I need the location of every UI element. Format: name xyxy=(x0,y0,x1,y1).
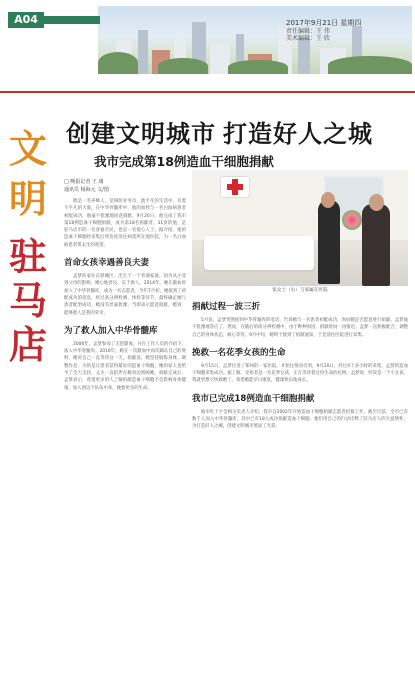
section-body: 孟梦的家住在驿城区，出生于一个普通家庭。因为从小受到父母的影响，她心地善良，乐于助人。2014年，她在献血时加入了中华骨髓库，成为一名志愿者。今年7月初，她接到了初配成功的消息，经过高分辨检测、体检等环节，最终确定她与患者配型成功。她没有丝毫犹豫，当即表示愿意捐献。她说：能够救人是我的荣幸。 xyxy=(64,274,186,316)
vertical-title-char: 店 xyxy=(8,322,47,367)
section-body: 据市红十字会相关负责人介绍，我市自2002年开始造血干细胞捐献志愿者招募工作，截至目前，全市已有数千人加入中华骨髓库，其中已有18人成功捐献造血干细胞。他们用自己的行动诠释了驻马店人的大爱情怀，为打造好人之城、创建文明城市增添了光彩。 xyxy=(192,409,408,430)
right-article-column xyxy=(192,298,408,668)
section-body: 5月份，孟梦突然接到中华骨髓库的电话，告诉她与一名患者初配成功，询问她是否愿意进行捐献。孟梦毫不犹豫地答应了。然而，在随后的高分辨检测中，由于种种原因，捐献时间一再推迟。孟梦一直积极配合，调整自己的身体状态，耐心等待。9月中旬，她终于接到了捐献通知，于是前往医院进行采集。 xyxy=(192,318,408,338)
vertical-title-char: 文 xyxy=(8,126,47,171)
vertical-title-char: 马 xyxy=(8,278,47,323)
byline: □ 晚报记者 王 康 通讯员 杨海元 文/图 xyxy=(64,179,109,193)
editor-credit: 责任编辑：王 伟 xyxy=(286,28,330,35)
section-heading: 挽救一名花季女孩的生命 xyxy=(192,347,286,358)
left-article-column xyxy=(64,178,186,668)
flower-bouquet xyxy=(342,210,362,230)
article-intro: 他是一名养蜂人，是保险业务员，他平凡的生活中，有着不平凡的大爱。在中华骨髓库中，他的血样与一名白血病患者初配成功，他毫不犹豫地同意捐献，9月20日，他完成了我市第18例造血干细胞捐献，成为第18名捐献者。31岁的他，是驻马店市的一名普通市民，也是一名爱心人士。据介绍，他的造血干细胞经采集后将连夜送往病患所在地医院，为一名白血病患者带去生的希望。 xyxy=(64,199,186,248)
photo-caption: 张女士（右）与家属在医院 xyxy=(272,288,328,293)
vertical-title-char: 明 xyxy=(8,176,47,221)
city-skyline-banner xyxy=(98,6,412,74)
section-heading: 捐献过程一波三折 xyxy=(192,302,261,312)
design-credit: 美术编辑：王 欣 xyxy=(286,35,330,42)
issue-date: 2017年9月21日 星期四 xyxy=(286,19,362,27)
section-body: 2006年，孟梦参加了无偿献血，并在工作人员的介绍下，加入中华骨髓库。2016年，她在一次献血中再次确认自己的资料，她说自己一直等待这一天。捐献前，她坚持锻炼身体，调整作息，为的是让患者获得最好的造血干细胞。她的家人也给予了全力支持，丈夫一直陪伴在她身边照顾她。捐献完成后，孟梦表示，希望更多的人了解捐献造血干细胞不会影响身体健康，加入到这个队伍中来，挽救更多的生命。 xyxy=(64,341,186,391)
page-header xyxy=(0,0,415,93)
header-divider xyxy=(0,91,415,93)
news-photo xyxy=(192,170,408,286)
page-badge-bar xyxy=(44,16,100,24)
sub-headline: 我市完成第18例造血干细胞捐献 xyxy=(94,154,274,169)
section-heading: 我市已完成18例造血干细胞捐献 xyxy=(192,393,315,404)
vertical-section-title xyxy=(2,126,54,606)
page-number-badge: A04 xyxy=(8,12,44,28)
section-heading: 首命女孩幸遇善良夫妻 xyxy=(64,258,150,269)
main-headline: 创建文明城市 打造好人之城 xyxy=(66,122,373,148)
vertical-title-char: 驻 xyxy=(8,234,47,279)
section-heading: 为了救人加入中华骨髓库 xyxy=(64,325,158,336)
section-body: 9月15日，孟梦住进了郑州的一家医院，开始注射动员剂。9月20日，经过4个多小时的采集，孟梦的造血干细胞采集成功。据了解，受捐者是一名花季女孩，正在等待着这份生命的礼物。孟梦说：听说是一个小女孩，我就更想尽快救她了，希望她能早日康复，健康快乐地成长。 xyxy=(192,363,408,384)
